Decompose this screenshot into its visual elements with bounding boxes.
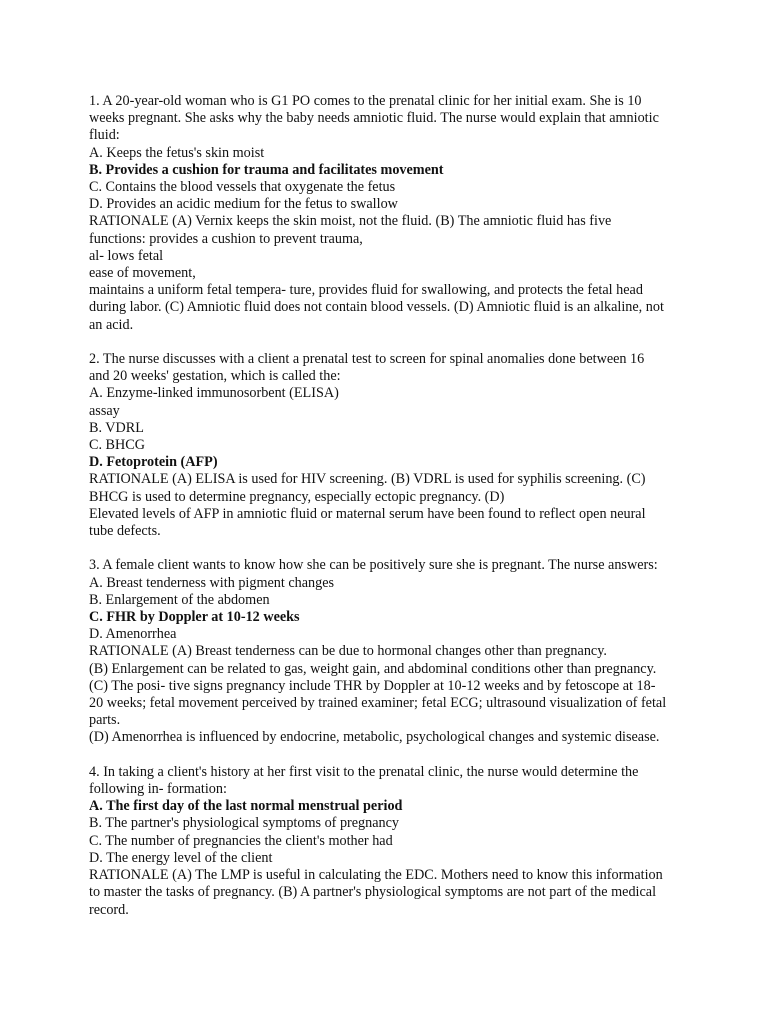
question-stem-line: following in- formation:: [89, 781, 227, 798]
answer-option: B. The partner's physiological symptoms of pregnancy: [89, 815, 400, 832]
answer-option: A. Breast tenderness with pigment changes: [89, 574, 335, 591]
answer-option: D. Amenorrhea: [89, 626, 177, 643]
rationale-line: during labor. (C) Amniotic fluid does not contain blood vessels. (D) Amniotic fluid is an alkaline, not: [89, 299, 664, 316]
rationale-line: to master the tasks of pregnancy. (B) A partner's physiological symptoms are not part of the medical: [89, 884, 657, 901]
rationale-line: al- lows fetal: [89, 247, 164, 264]
rationale-line: functions: provides a cushion to prevent trauma,: [89, 230, 363, 247]
question-block: [89, 351, 689, 540]
rationale-line: RATIONALE (A) Vernix keeps the skin moist, not the fluid. (B) The amniotic fluid has five: [89, 213, 612, 230]
rationale-line: RATIONALE (A) Breast tenderness can be due to hormonal changes other than pregnancy.: [89, 643, 607, 660]
rationale-line: record.: [89, 901, 129, 918]
rationale-line: RATIONALE (A) The LMP is useful in calculating the EDC. Mothers need to know this information: [89, 867, 663, 884]
rationale-line: 20 weeks; fetal movement perceived by trained examiner; fetal ECG; ultrasound visualization of fetal: [89, 695, 667, 712]
correct-answer-option: B. Provides a cushion for trauma and facilitates movement: [89, 161, 444, 178]
question-stem-line: 3. A female client wants to know how she can be positively sure she is pregnant. The nurse answers:: [89, 557, 658, 574]
answer-option: B. Enlargement of the abdomen: [89, 591, 270, 608]
question-block: [89, 557, 689, 746]
answer-option: C. The number of pregnancies the client's mother had: [89, 832, 393, 849]
correct-answer-option: C. FHR by Doppler at 10-12 weeks: [89, 609, 300, 626]
question-stem-line: and 20 weeks' gestation, which is called the:: [89, 368, 341, 385]
rationale-line: tube defects.: [89, 523, 161, 540]
rationale-line: maintains a uniform fetal tempera- ture, provides fluid for swallowing, and protects the fetal head: [89, 282, 643, 299]
rationale-line: RATIONALE (A) ELISA is used for HIV screening. (B) VDRL is used for syphilis screening. (C): [89, 471, 646, 488]
answer-option: B. VDRL: [89, 419, 144, 436]
question-block: [89, 764, 689, 919]
answer-option: D. The energy level of the client: [89, 849, 273, 866]
answer-option: A. Enzyme-linked immunosorbent (ELISA): [89, 385, 339, 402]
rationale-line: an acid.: [89, 316, 134, 333]
answer-option: D. Provides an acidic medium for the fetus to swallow: [89, 196, 398, 213]
rationale-line: (C) The posi- tive signs pregnancy include THR by Doppler at 10-12 weeks and by fetoscope at 18-: [89, 677, 656, 694]
rationale-line: ease of movement,: [89, 265, 196, 282]
rationale-line: BHCG is used to determine pregnancy, especially ectopic pregnancy. (D): [89, 488, 505, 505]
answer-option: C. BHCG: [89, 437, 145, 454]
answer-option: assay: [89, 402, 120, 419]
rationale-line: (B) Enlargement can be related to gas, weight gain, and abdominal conditions other than pregnancy.: [89, 660, 657, 677]
question-stem-line: weeks pregnant. She asks why the baby needs amniotic fluid. The nurse would explain that amniotic: [89, 110, 659, 127]
rationale-line: parts.: [89, 712, 121, 729]
answer-option: C. Contains the blood vessels that oxygenate the fetus: [89, 179, 396, 196]
question-stem-line: fluid:: [89, 127, 120, 144]
question-stem-line: 2. The nurse discusses with a client a prenatal test to screen for spinal anomalies done between 16: [89, 351, 645, 368]
answer-option: A. Keeps the fetus's skin moist: [89, 144, 265, 161]
question-stem-line: 1. A 20-year-old woman who is G1 PO comes to the prenatal clinic for her initial exam. She is 10: [89, 93, 642, 109]
rationale-line: (D) Amenorrhea is influenced by endocrine, metabolic, psychological changes and systemic disease.: [89, 729, 660, 746]
correct-answer-option: A. The first day of the last normal menstrual period: [89, 798, 403, 815]
correct-answer-option: D. Fetoprotein (AFP): [89, 454, 218, 471]
rationale-line: Elevated levels of AFP in amniotic fluid or maternal serum have been found to reflect open neural: [89, 505, 646, 522]
question-stem-line: 4. In taking a client's history at her first visit to the prenatal clinic, the nurse would determine the: [89, 763, 639, 780]
document-page: [89, 93, 689, 936]
question-block: [89, 93, 689, 334]
